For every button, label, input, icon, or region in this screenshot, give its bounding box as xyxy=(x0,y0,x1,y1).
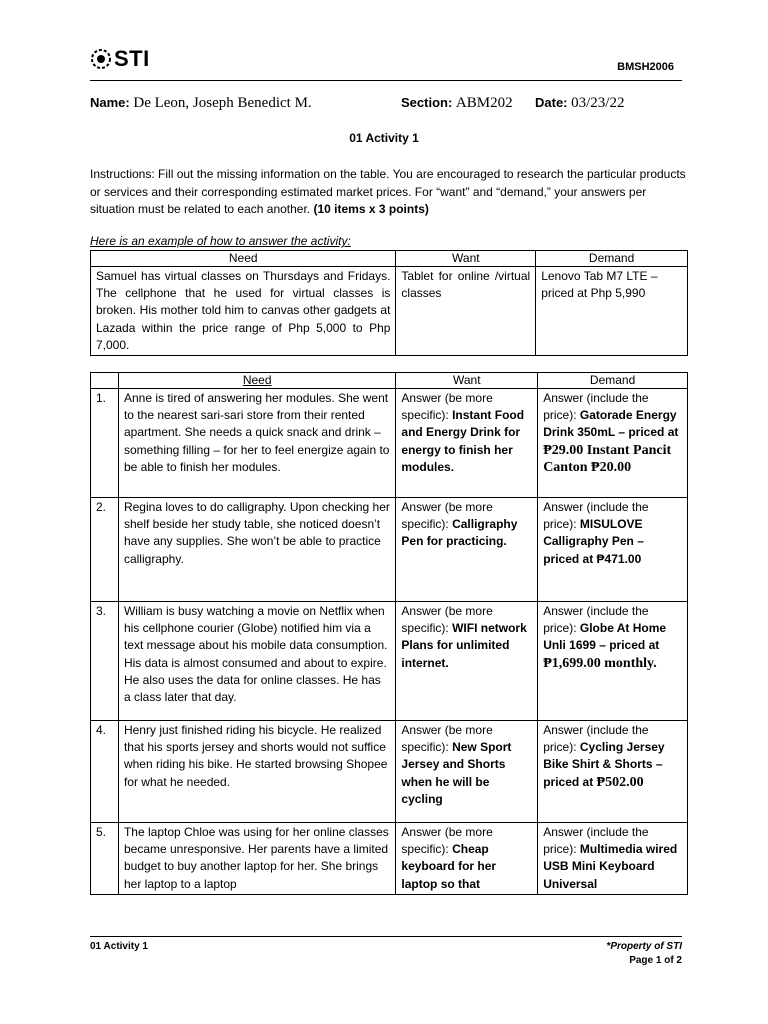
demand-price: ₱29.00 Instant Pancit Canton ₱20.00 xyxy=(543,442,672,475)
example-table xyxy=(90,250,688,356)
demand-prompt: Answer (include the price): xyxy=(543,604,649,636)
row-number: 4. xyxy=(91,721,119,823)
demand-answer: Globe At Home Unli 1699 – priced at xyxy=(543,621,667,653)
row-need: William is busy watching a movie on Netflix when his cellphone courier (Globe) notified him via a text message about his mobile data consumption. His data is almost consumed and about to expire. He also uses the data for online classes. He has a class later that day. xyxy=(118,602,395,721)
instructions-text: Instructions: Fill out the missing information on the table. You are encouraged to research the particular products or services and their corresponding estimated market prices. For “want” and “demand,” your answers per situation must be related to each another. xyxy=(90,167,686,216)
table-row xyxy=(91,823,688,895)
date-value: 03/23/22 xyxy=(571,95,625,111)
want-prompt: Answer (be more specific): xyxy=(401,391,493,423)
row-need: Anne is tired of answering her modules. She went to the nearest sari-sari store from their rented apartment. She needs a quick snack and drink – something filling – for her to feel energize again to be able to finish her modules. xyxy=(118,389,395,498)
example-want: Tablet for online /virtual classes xyxy=(396,267,536,356)
header-want: Want xyxy=(396,373,538,389)
instructions-points: (10 items x 3 points) xyxy=(313,202,429,216)
demand-prompt: Answer (include the price): xyxy=(543,825,649,857)
want-answer: Calligraphy Pen for practicing. xyxy=(401,517,518,549)
footer-activity: 01 Activity 1 xyxy=(90,941,148,952)
footer-page-number: Page 1 of 2 xyxy=(629,955,682,966)
row-want[interactable] xyxy=(396,823,538,895)
header-divider xyxy=(90,80,682,81)
demand-price: ₱1,699.00 monthly. xyxy=(543,655,657,671)
demand-answer: Cycling Jersey Bike Shirt & Shorts – priced at xyxy=(543,740,665,789)
table-row xyxy=(91,602,688,721)
date-label: Date: xyxy=(535,95,568,110)
table-row xyxy=(91,721,688,823)
page-title: 01 Activity 1 xyxy=(349,131,419,145)
row-demand[interactable] xyxy=(538,721,688,823)
row-want[interactable] xyxy=(396,602,538,721)
demand-answer: Multimedia wired USB Mini Keyboard Universal xyxy=(543,842,678,891)
row-demand[interactable] xyxy=(538,823,688,895)
activity-table xyxy=(90,372,688,895)
want-prompt: Answer (be more specific): xyxy=(401,723,493,755)
section-label: Section: xyxy=(401,95,453,110)
example-header-demand: Demand xyxy=(536,251,688,267)
date-field xyxy=(535,95,624,112)
demand-answer: Gatorade Energy Drink 350mL – priced at xyxy=(543,408,679,440)
demand-price: ₱502.00 xyxy=(596,774,644,790)
demand-prompt: Answer (include the price): xyxy=(543,500,649,532)
sti-globe-icon xyxy=(90,48,112,70)
row-want[interactable] xyxy=(396,389,538,498)
row-number: 3. xyxy=(91,602,119,721)
row-number: 5. xyxy=(91,823,119,895)
table-row xyxy=(91,498,688,602)
course-code: BMSH2006 xyxy=(617,61,674,73)
want-answer: Cheap keyboard for her laptop so that xyxy=(401,842,497,891)
want-prompt: Answer (be more specific): xyxy=(401,500,493,532)
name-value: De Leon, Joseph Benedict M. xyxy=(133,95,312,111)
example-header-want: Want xyxy=(396,251,536,267)
sti-logo xyxy=(90,46,150,72)
want-answer: WIFI network Plans for unlimited internet. xyxy=(401,621,527,670)
example-need: Samuel has virtual classes on Thursdays and Fridays. The cellphone that he used for virtual classes is broken. His mother told him to canvas other gadgets at Lazada within the price range of Php 5,000 to Php 7,000. xyxy=(91,267,396,356)
want-prompt: Answer (be more specific): xyxy=(401,825,493,857)
section-value: ABM202 xyxy=(455,95,513,111)
example-header-need: Need xyxy=(91,251,396,267)
want-prompt: Answer (be more specific): xyxy=(401,604,493,636)
row-want[interactable] xyxy=(396,721,538,823)
row-want[interactable] xyxy=(396,498,538,602)
row-need: Henry just finished riding his bicycle. He realized that his sports jersey and shorts would not suffice when riding his bike. He started browsing Shopee for what he needed. xyxy=(118,721,395,823)
name-label: Name: xyxy=(90,95,130,110)
section-field xyxy=(401,95,513,112)
name-field xyxy=(90,95,312,112)
demand-prompt: Answer (include the price): xyxy=(543,391,649,423)
instructions xyxy=(90,166,688,219)
row-demand[interactable] xyxy=(538,498,688,602)
footer-property: *Property of STI xyxy=(606,941,682,952)
row-demand[interactable] xyxy=(538,389,688,498)
row-number: 1. xyxy=(91,389,119,498)
row-demand[interactable] xyxy=(538,602,688,721)
example-label: Here is an example of how to answer the activity: xyxy=(90,234,351,248)
header-need: Need xyxy=(118,373,395,389)
demand-answer: MISULOVE Calligraphy Pen – priced at ₱471.00 xyxy=(543,517,644,566)
demand-prompt: Answer (include the price): xyxy=(543,723,649,755)
example-demand: Lenovo Tab M7 LTE – priced at Php 5,990 xyxy=(536,267,688,356)
row-need: The laptop Chloe was using for her online classes became unresponsive. Her parents have a limited budget to buy another laptop for her. She brings her laptop to a laptop xyxy=(118,823,395,895)
row-number: 2. xyxy=(91,498,119,602)
want-answer: New Sport Jersey and Shorts when he will be cycling xyxy=(401,740,512,806)
header-number xyxy=(91,373,119,389)
footer-divider xyxy=(90,936,682,937)
row-need: Regina loves to do calligraphy. Upon checking her shelf beside her study table, she noticed doesn’t have any supplies. She won’t be able to practice calligraphy. xyxy=(118,498,395,602)
table-row xyxy=(91,389,688,498)
header-demand: Demand xyxy=(538,373,688,389)
want-answer: Instant Food and Energy Drink for energy to finish her modules. xyxy=(401,408,525,474)
logo-text: STI xyxy=(114,46,150,71)
